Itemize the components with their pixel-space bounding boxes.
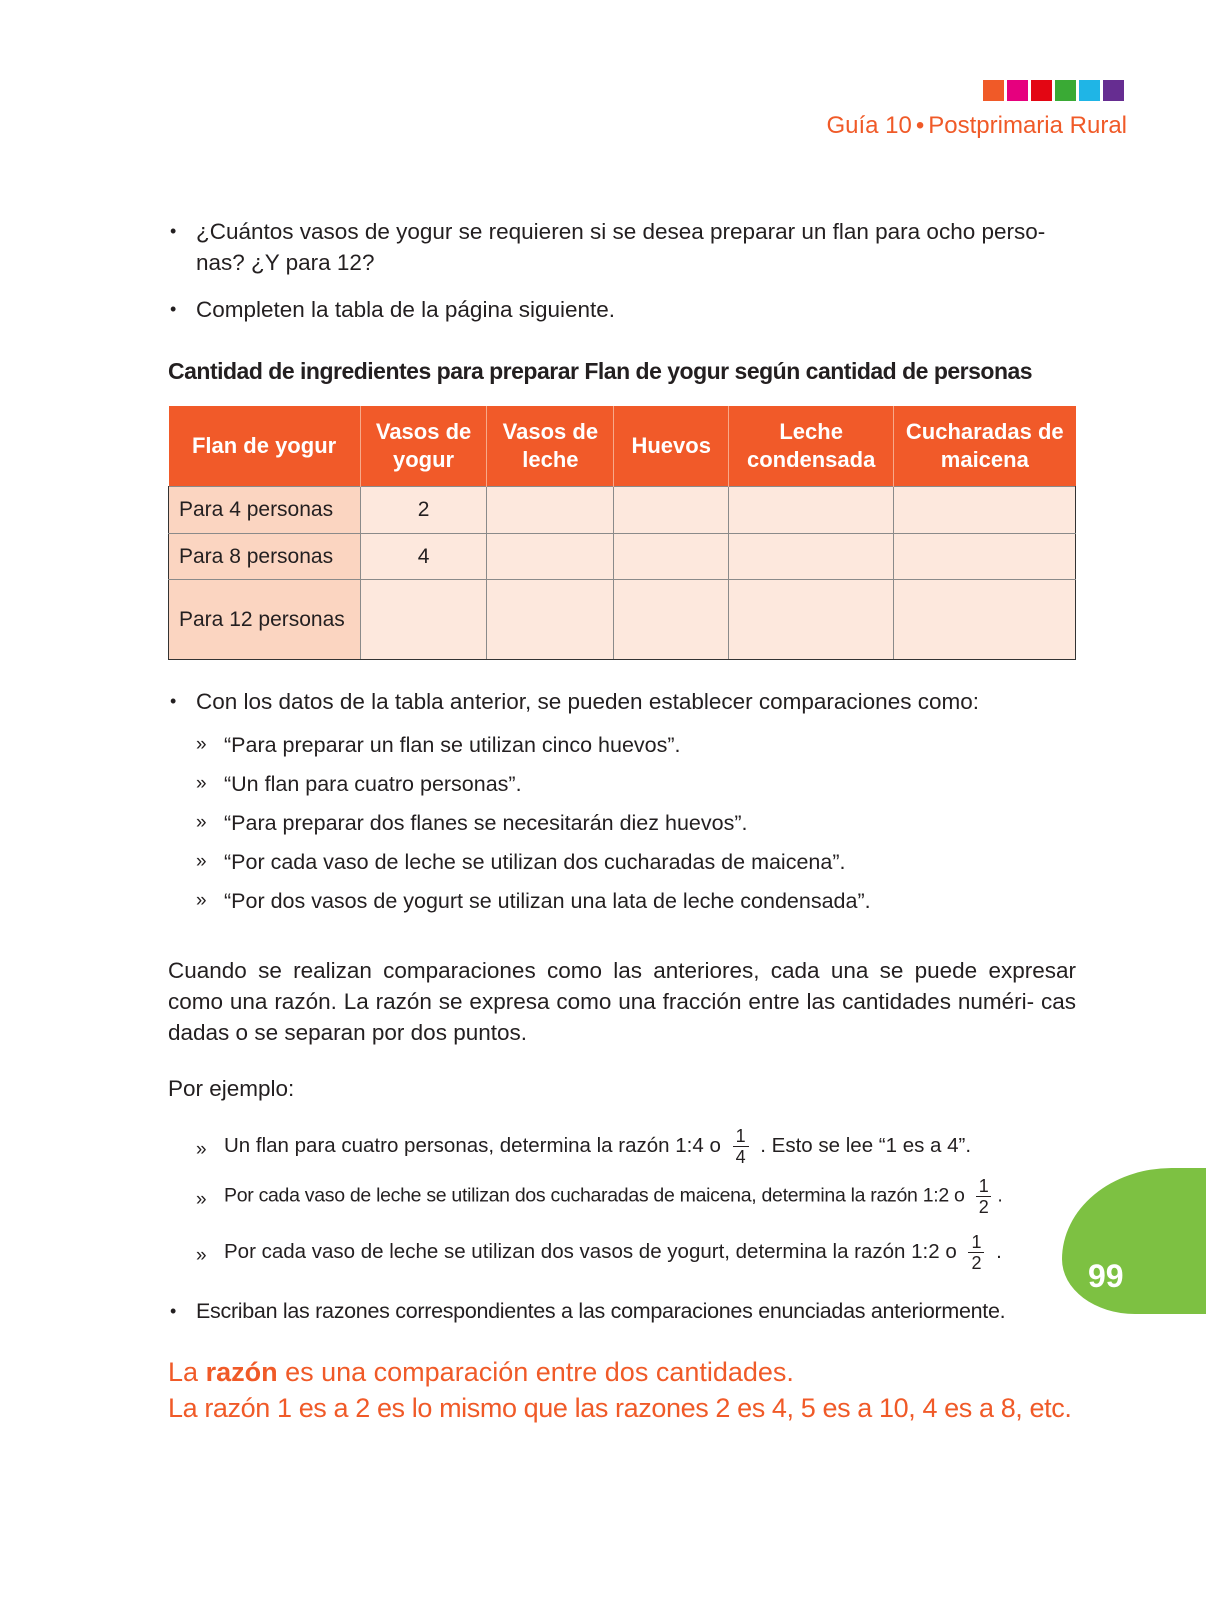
comparisons-section	[168, 686, 1076, 915]
comparison-text: “Para preparar un flan se utilizan cinco huevos”.	[224, 733, 681, 757]
fraction	[976, 1176, 992, 1217]
page-number-blob	[1062, 1168, 1206, 1314]
color-square	[1007, 80, 1028, 101]
bullet-item: • ¿Cuántos vasos de yogur se requieren si se desea preparar un flan para ocho perso- nas? ¿Y para 12?	[170, 219, 1046, 275]
fraction-numerator: 1	[733, 1126, 749, 1147]
fraction-numerator: 1	[976, 1176, 992, 1197]
fraction-numerator: 1	[968, 1232, 984, 1253]
color-square	[983, 80, 1004, 101]
note-term: razón	[205, 1357, 278, 1387]
table-cell[interactable]	[614, 580, 729, 660]
fraction-denominator: 2	[971, 1253, 982, 1273]
guide-label: Guía 10	[826, 112, 912, 139]
bullet-text: Con los datos de la tabla anterior, se pueden establecer comparaciones como:	[196, 689, 979, 714]
table-row	[169, 487, 1076, 534]
examples-list	[168, 1126, 1076, 1280]
note-line-1	[168, 1354, 1076, 1390]
example-after: . Esto se lee “1 es a 4”.	[760, 1133, 972, 1157]
table-cell[interactable]	[487, 580, 614, 660]
list-item: » “Por dos vasos de yogurt se utilizan una lata de leche condensada”.	[196, 889, 871, 913]
list-item: » “Para preparar dos flanes se necesitarán diez huevos”.	[196, 811, 748, 835]
table-cell[interactable]	[487, 487, 614, 534]
list-item: » “Por cada vaso de leche se utilizan dos cucharadas de maicena”.	[196, 850, 846, 874]
table-row	[169, 534, 1076, 580]
final-bullet	[168, 1296, 1076, 1327]
header-title: Guía 10 • Postprimaria Rural	[826, 112, 1127, 139]
fraction	[968, 1232, 984, 1273]
header-cell: Leche condensada	[729, 406, 894, 487]
color-square	[1079, 80, 1100, 101]
table-header-row	[169, 406, 1076, 487]
page-number: 99	[1088, 1258, 1124, 1294]
comparison-text: “Para preparar dos flanes se necesitarán diez huevos”.	[224, 811, 748, 835]
table-cell[interactable]	[614, 534, 729, 580]
comparison-text: “Por cada vaso de leche se utilizan dos cucharadas de maicena”.	[224, 850, 846, 874]
color-square	[1055, 80, 1076, 101]
example-text: Un flan para cuatro personas, determina la razón 1:4 o	[224, 1133, 721, 1157]
list-item: » Por cada vaso de leche se utilizan dos vasos de yogurt, determina la razón 1:2 o $\frac{1}{2}$ .	[196, 1232, 1002, 1273]
list-item: » “Para preparar un flan se utilizan cinco huevos”.	[196, 733, 681, 757]
bullet-text: Completen la tabla de la página siguiente.	[196, 297, 616, 322]
table-cell[interactable]	[729, 580, 894, 660]
header-cell: Cucharadas de maicena	[894, 406, 1076, 487]
note-text: es una comparación entre dos cantidades.	[285, 1357, 794, 1387]
table-cell[interactable]	[360, 580, 487, 660]
example-after: .	[996, 1239, 1002, 1263]
ingredients-table-wrap	[168, 406, 1076, 660]
bullet-item: • Escriban las razones correspondientes a las comparaciones enunciadas anteriormente.	[170, 1299, 1006, 1323]
fraction-denominator: 4	[735, 1147, 746, 1167]
bullet-item: • Con los datos de la tabla anterior, se pueden establecer comparaciones como:	[170, 689, 979, 714]
table-cell[interactable]	[894, 580, 1076, 660]
table-cell[interactable]	[614, 487, 729, 534]
table-cell[interactable]	[894, 534, 1076, 580]
program-label: Postprimaria Rural	[928, 112, 1127, 139]
table-row	[169, 580, 1076, 660]
table-cell[interactable]	[894, 487, 1076, 534]
comparison-text: “Por dos vasos de yogurt se utilizan una lata de leche condensada”.	[224, 889, 871, 913]
note-text: La	[168, 1357, 199, 1387]
fraction-denominator: 2	[978, 1197, 989, 1217]
list-item: » Un flan para cuatro personas, determina la razón 1:4 o $\frac{1}{4}$ . Esto se lee “1 es a 4”.	[196, 1126, 972, 1167]
example-label: Por ejemplo:	[168, 1076, 295, 1101]
list-item: » Por cada vaso de leche se utilizan dos cucharadas de maicena, determina la razón 1:2 o $\frac{1}{2}$ .	[196, 1176, 1003, 1217]
header-cell: Huevos	[614, 406, 729, 487]
table-cell: 2	[360, 487, 487, 534]
bullet-text: Escriban las razones correspondientes a las comparaciones enunciadas anteriormente.	[196, 1299, 1006, 1323]
color-squares	[983, 80, 1124, 101]
bullet-text: ¿Cuántos vasos de yogur se requieren si se desea preparar un flan para ocho perso- nas? ¿Y para 12?	[196, 219, 1046, 275]
list-item: » “Un flan para cuatro personas”.	[196, 772, 522, 796]
comparison-list	[168, 731, 1076, 915]
row-label: Para 4 personas	[169, 487, 361, 534]
header-cell: Vasos de yogur	[360, 406, 487, 487]
definition-note	[168, 1354, 1076, 1426]
row-label: Para 12 personas	[169, 580, 361, 660]
table-caption: Cantidad de ingredientes para preparar Flan de yogur según cantidad de personas	[168, 358, 1033, 384]
fraction	[733, 1126, 749, 1167]
example-text: Por cada vaso de leche se utilizan dos vasos de yogurt, determina la razón 1:2 o	[224, 1239, 957, 1263]
example-text: Por cada vaso de leche se utilizan dos cucharadas de maicena, determina la razón 1:2 o	[224, 1184, 965, 1207]
intro-bullets	[168, 216, 1076, 325]
header-cell: Vasos de leche	[487, 406, 614, 487]
table-cell[interactable]	[729, 487, 894, 534]
row-label: Para 8 personas	[169, 534, 361, 580]
table-cell[interactable]	[729, 534, 894, 580]
explanation-paragraph: Cuando se realizan comparaciones como las anteriores, cada una se puede expresar como una razón. La razón se expresa como una fracción entre las cantidades numéri- cas dadas o se separan por dos puntos.	[168, 958, 1076, 1045]
ingredients-table	[168, 406, 1076, 660]
example-after: .	[997, 1184, 1003, 1207]
header-cell: Flan de yogur	[169, 406, 361, 487]
color-square	[1103, 80, 1124, 101]
note-line-2: La razón 1 es a 2 es lo mismo que las razones 2 es 4, 5 es a 10, 4 es a 8, etc.	[168, 1393, 1072, 1423]
table-cell: 4	[360, 534, 487, 580]
table-cell[interactable]	[487, 534, 614, 580]
color-square	[1031, 80, 1052, 101]
comparison-text: “Un flan para cuatro personas”.	[224, 772, 522, 796]
bullet-item: • Completen la tabla de la página siguiente.	[170, 297, 616, 322]
